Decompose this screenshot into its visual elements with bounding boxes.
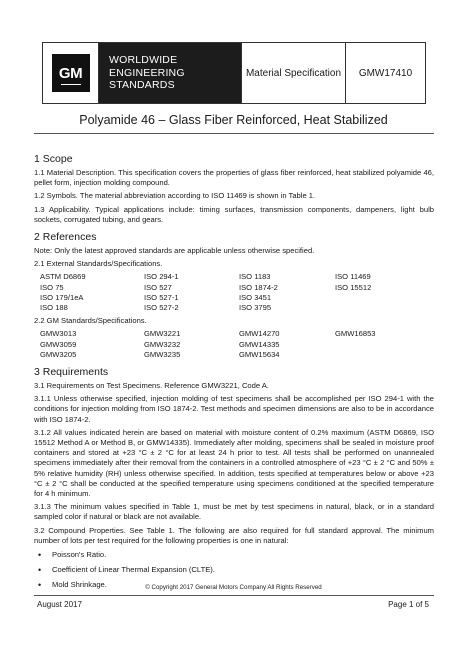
page-number: Page 1 of 5 (388, 600, 429, 609)
standard-item: GMW3221 (144, 329, 181, 339)
paragraph: 1.3 Applicability. Typical applications include: timing surfaces, transmission components, dampeners, light bulb sockets, corrugated tubing, and gears. (34, 204, 434, 224)
standard-item (335, 303, 440, 313)
standard-item: ISO 1183 (239, 272, 271, 282)
section-heading: 3 Requirements (34, 366, 109, 379)
standard-item: GMW16853 (335, 329, 376, 339)
section-references (34, 231, 434, 360)
standard-item (335, 340, 440, 350)
standard-item: ISO 188 (40, 303, 68, 313)
logo-cell (43, 43, 99, 103)
gm-standards-list (40, 329, 434, 360)
standard-item: ISO 527-1 (144, 292, 179, 302)
document-body (34, 153, 434, 596)
gm-logo: GM (52, 54, 90, 92)
paragraph: 3.1 Requirements on Test Specimens. Reference GMW3221, Code A. (34, 381, 269, 391)
standard-item: ISO 11469 (335, 272, 371, 282)
standard-item: ISO 15512 (335, 282, 372, 292)
footer-divider (34, 595, 434, 596)
standard-item: ASTM D6869 (40, 272, 86, 282)
org-name-cell (99, 43, 242, 103)
paragraph: 1.2 Symbols. The material abbreviation according to ISO 11469 is shown in Table 1. (34, 191, 316, 201)
standard-item: ISO 294-1 (144, 272, 179, 282)
external-standards-list (40, 272, 434, 313)
footer-date: August 2017 (37, 600, 82, 609)
paragraph: 3.2 Compound Properties. See Table 1. The following are also required for full standard approval. The minimum number of lots per test required for the following properties is one in natural: (34, 525, 434, 545)
document-header (42, 42, 426, 104)
standard-item: GMW14335 (239, 339, 280, 349)
org-line-3: STANDARDS (109, 79, 175, 92)
section-scope (34, 153, 434, 225)
document-title: Polyamide 46 – Glass Fiber Reinforced, Heat Stabilized (79, 113, 388, 127)
standard-item: GMW3235 (144, 349, 181, 359)
standard-item: ISO 1874-2 (239, 282, 278, 292)
section-heading: 2 References (34, 231, 97, 244)
standard-item: ISO 75 (40, 282, 64, 292)
standard-item: ISO 3451 (239, 292, 272, 302)
standard-item: ISO 527 (144, 282, 172, 292)
paragraph: 3.1.1 Unless otherwise specified, injection molding of test specimens shall be accomplished per ISO 294-1 with the conditions for injection molding from ISO 1874-2. Test methods and specimen dimensions are also to be in accordance with ISO 1874-2. (34, 394, 434, 424)
standard-item (335, 293, 440, 303)
paragraph: 1.1 Material Description. This specification covers the properties of glass fiber reinforced, heat stabilized polyamide 46, pellet form, injection molding compound. (34, 168, 434, 188)
copyright-notice: © Copyright 2017 General Motors Company All Rights Reserved (145, 584, 322, 591)
section-requirements (34, 366, 434, 590)
standard-item: GMW14270 (239, 329, 280, 339)
doc-type: Material Specification (242, 43, 346, 103)
paragraph: 3.1.3 The minimum values specified in Table 1, must be met by test specimens in natural, black, or in a standard sampled color if natural or black are not available. (34, 502, 434, 522)
list-item: • Coefficient of Linear Thermal Expansion (CLTE). (34, 565, 434, 575)
standard-item: ISO 527-2 (144, 303, 179, 313)
list-item: • Poisson's Ratio. (34, 550, 434, 560)
standard-item: GMW3013 (40, 329, 77, 339)
list-item: • Mold Shrinkage. (34, 580, 434, 590)
standard-item: ISO 3795 (239, 303, 272, 313)
standard-item: ISO 179/1eA (40, 292, 84, 302)
standard-item: GMW3059 (40, 339, 77, 349)
paragraph: 3.1.2 All values indicated herein are based on material with moisture content of 0.2% maximum (ASTM D6869, ISO 15512 Method A or Method B, or GMW14335). Immediately after molding, specimens shall be sealed in moisture proof containers and stored at +23 °C ± 2 °C for at least 24 h prior to test. All tests shall be performed on unannealed specimens immediately after their removal from the containers in a controlled atmosphere of +23 °C ± 2 °C and 50% ± 5% relative humidity (RH) unless otherwise specified. In addition, tests specified at temperatures below or above +23 °C ± 2 °C shall be conducted at the specified temperature using specimens conditioned at the specified temperature for 4 h minimum. (34, 427, 434, 499)
subsection-label: 2.2 GM Standards/Specifications. (34, 316, 147, 326)
note: Note: Only the latest approved standards are applicable unless otherwise specified. (34, 246, 315, 256)
doc-code: GMW17410 (358, 67, 413, 79)
org-line-1: WORLDWIDE (109, 54, 178, 67)
section-heading: 1 Scope (34, 153, 73, 165)
org-line-2: ENGINEERING (109, 66, 185, 79)
standard-item: GMW3205 (40, 349, 77, 359)
standard-item (335, 350, 440, 360)
standard-item: GMW3232 (144, 339, 181, 349)
standard-item: GMW15634 (239, 349, 280, 359)
subsection-label: 2.1 External Standards/Specifications. (34, 259, 163, 269)
title-divider (34, 133, 434, 134)
